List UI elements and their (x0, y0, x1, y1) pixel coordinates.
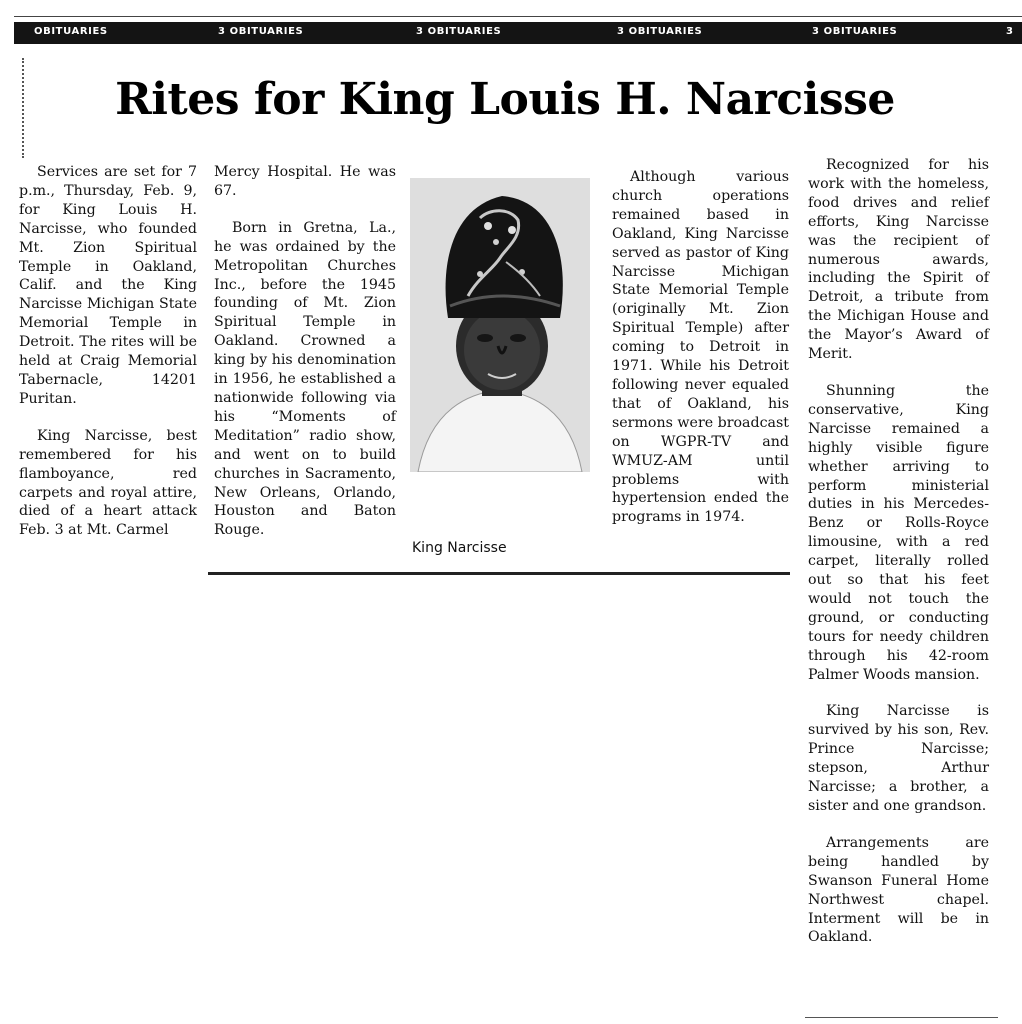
portrait-illustration (410, 178, 590, 472)
paragraph: Arrangements are being handled by Swanson Funeral Home Northwest chapel. Interment will be in Oakland. (808, 834, 989, 946)
top-rule (14, 16, 1022, 17)
portrait-photo (410, 178, 590, 472)
section-label: 3 OBITUARIES (416, 26, 502, 37)
paragraph: King Narcisse is survived by his son, Rev. Prince Narcisse; stepson, Arthur Narcisse; a brother, a sister and one grandson. (808, 703, 989, 814)
paragraph: Services are set for 7 p.m., Thursday, Feb. 9, for King Louis H. Narcisse, who founded Mt. Zion Spiritual Temple in Oakland, Calif. and the King Narcisse Michigan State Memorial Temple in Detroit. The rites will be held at Craig Memorial Tabernacle, 14201 Puritan. (19, 164, 197, 407)
section-label: 3 OBITUARIES (617, 26, 703, 37)
end-rule (805, 1017, 998, 1018)
paragraph: Mercy Hospital. He was 67. (214, 164, 396, 199)
photo-caption: King Narcisse (412, 540, 507, 556)
article-column-5 (808, 156, 989, 947)
section-label: 3 OBITUARIES (218, 26, 304, 37)
headline: Rites for King Louis H. Narcisse (115, 74, 895, 125)
paragraph: Recognized for his work with the homeless, food drives and relief efforts, King Narcisse was the recipient of numerous awards, including the Spirit of Detroit, a tribute from the Michigan House and the Mayor’s Award of Merit. (808, 157, 989, 363)
page-number: 3 (1006, 26, 1014, 37)
paragraph: King Narcisse, best remembered for his flamboyance, red carpets and royal attire, died of a heart attack Feb. 3 at Mt. Carmel (19, 427, 197, 539)
article-column-4 (612, 168, 789, 527)
article-column-2 (214, 163, 396, 540)
section-label: OBITUARIES (34, 26, 108, 37)
paragraph: Shunning the conservative, King Narcisse remained a highly visible figure whether arriving to perform ministerial duties in his Mercedes-Benz or Rolls-Royce limousine, with a red carpet, literally rolled out so that his feet would not touch the ground, or conducting tours for needy children through his 42-room Palmer Woods mansion. (808, 382, 989, 683)
paragraph: Although various church operations remained based in Oakland, King Narcisse served as pastor of King Narcisse Michigan State Memorial Temple (originally Mt. Zion Spiritual Temple) after coming to Detroit in 1971. While his Detroit following never equaled that of Oakland, his sermons were broadcast on WGPR-TV and WMUZ-AM until problems with hypertension ended the programs in 1974. (612, 169, 789, 526)
paragraph: Born in Gretna, La., he was ordained by the Metropolitan Churches Inc., before the 1945 founding of Mt. Zion Spiritual Temple in Oakland. Crowned a king by his denomination in 1956, he established a nationwide following via his “Moments of Meditation” radio show, and went on to build churches in Sacramento, New Orleans, Orlando, Houston and Baton Rouge. (214, 219, 396, 539)
clipping-edge-mark (22, 58, 24, 158)
column-divider-rule (208, 572, 790, 575)
article-column-1 (19, 163, 197, 540)
section-header-bar (14, 22, 1022, 44)
section-label: 3 OBITUARIES (812, 26, 898, 37)
